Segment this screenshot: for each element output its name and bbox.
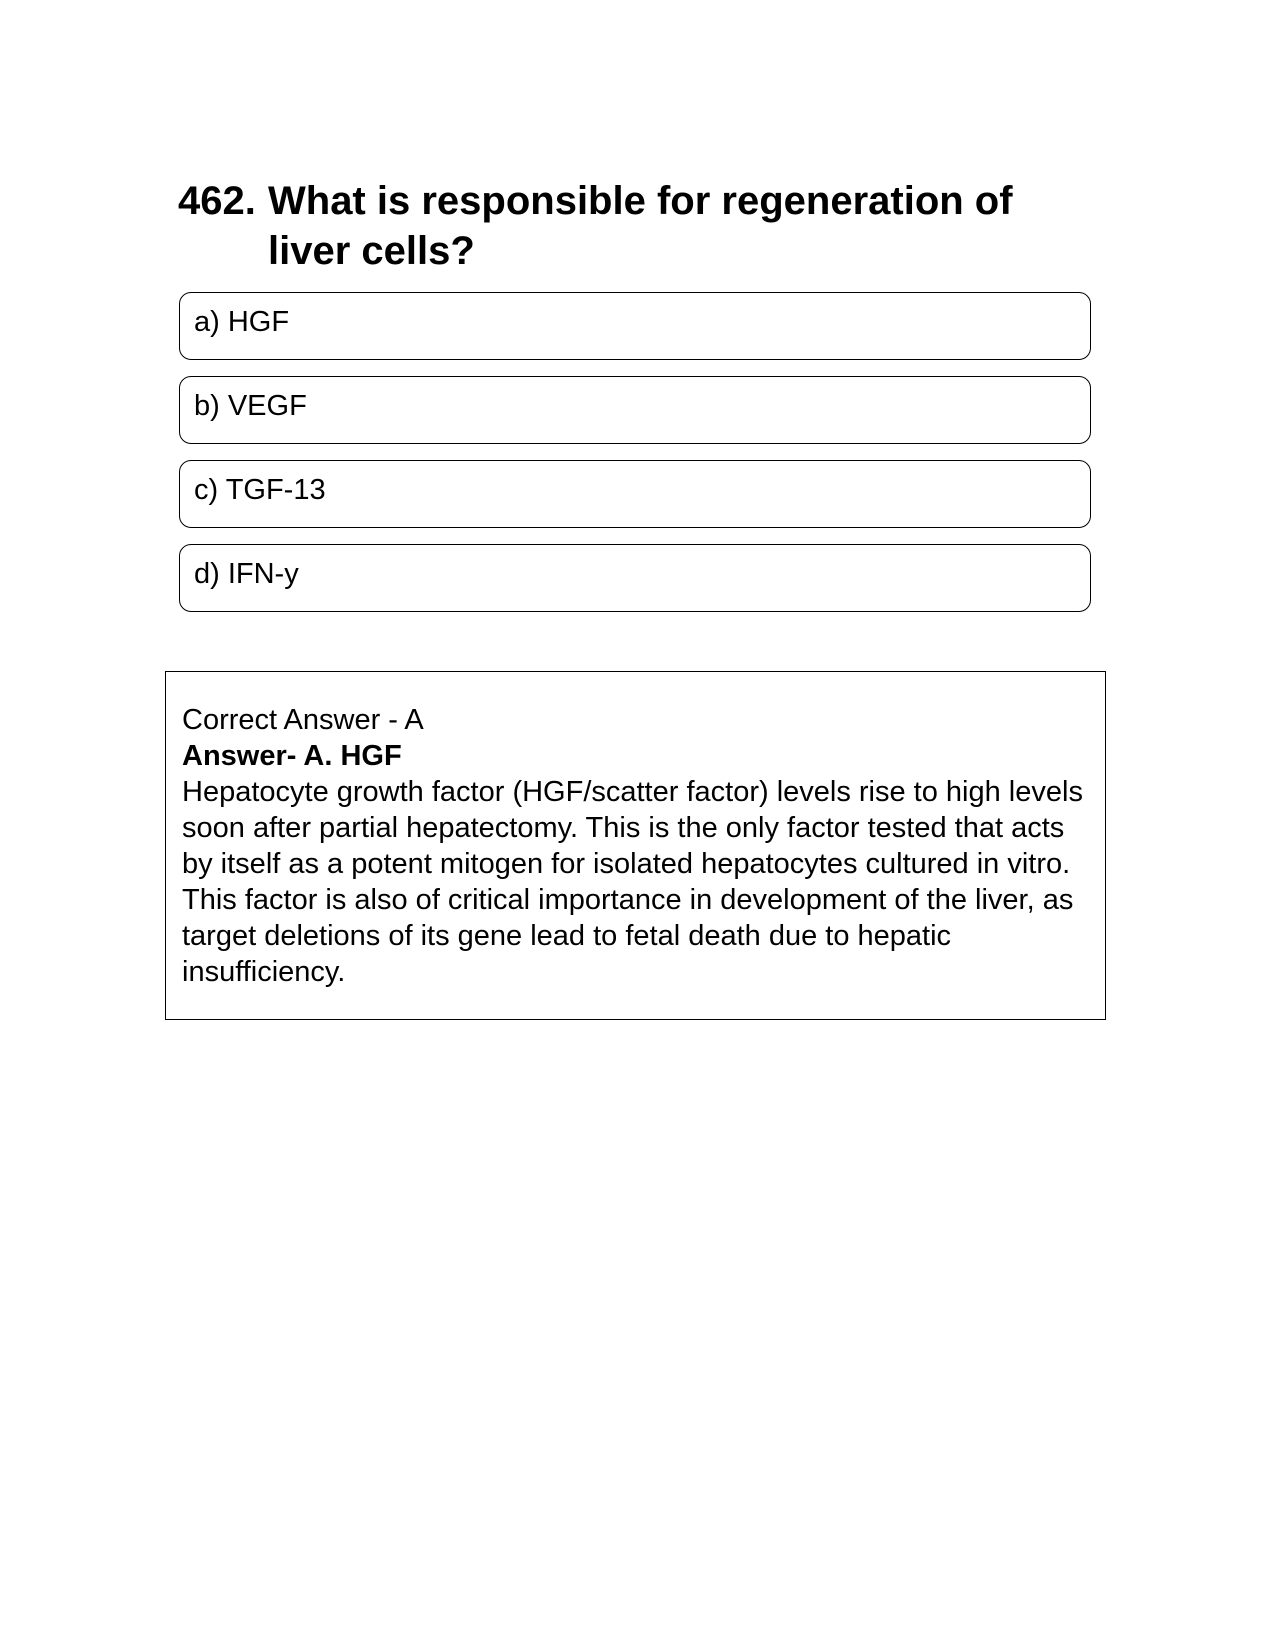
option-d[interactable] <box>179 544 1091 612</box>
question-text: What is responsible for regeneration of liver cells? <box>268 179 1013 273</box>
option-c-label: c) TGF-13 <box>194 474 326 506</box>
correct-answer-line: Correct Answer - A <box>182 704 424 736</box>
option-b[interactable] <box>179 376 1091 444</box>
answer-heading: Answer- A. HGF <box>182 740 402 772</box>
answer-box <box>165 671 1106 1020</box>
option-c[interactable] <box>179 460 1091 528</box>
option-d-label: d) IFN-y <box>194 558 299 590</box>
question-heading <box>178 176 1078 276</box>
option-a[interactable] <box>179 292 1091 360</box>
option-b-label: b) VEGF <box>194 390 307 422</box>
options-list <box>179 292 1091 628</box>
option-a-label: a) HGF <box>194 306 290 338</box>
question-number: 462. <box>178 179 256 223</box>
answer-explanation: Hepatocyte growth factor (HGF/scatter factor) levels rise to high levels soon after partial hepatectomy. This is the only factor tested that acts by itself as a potent mitogen for isolated hepatocytes cultured in vitro. This factor is also of critical importance in development of the liver, as target deletions of its gene lead to fetal death due to hepatic insufficiency. <box>182 776 1083 988</box>
